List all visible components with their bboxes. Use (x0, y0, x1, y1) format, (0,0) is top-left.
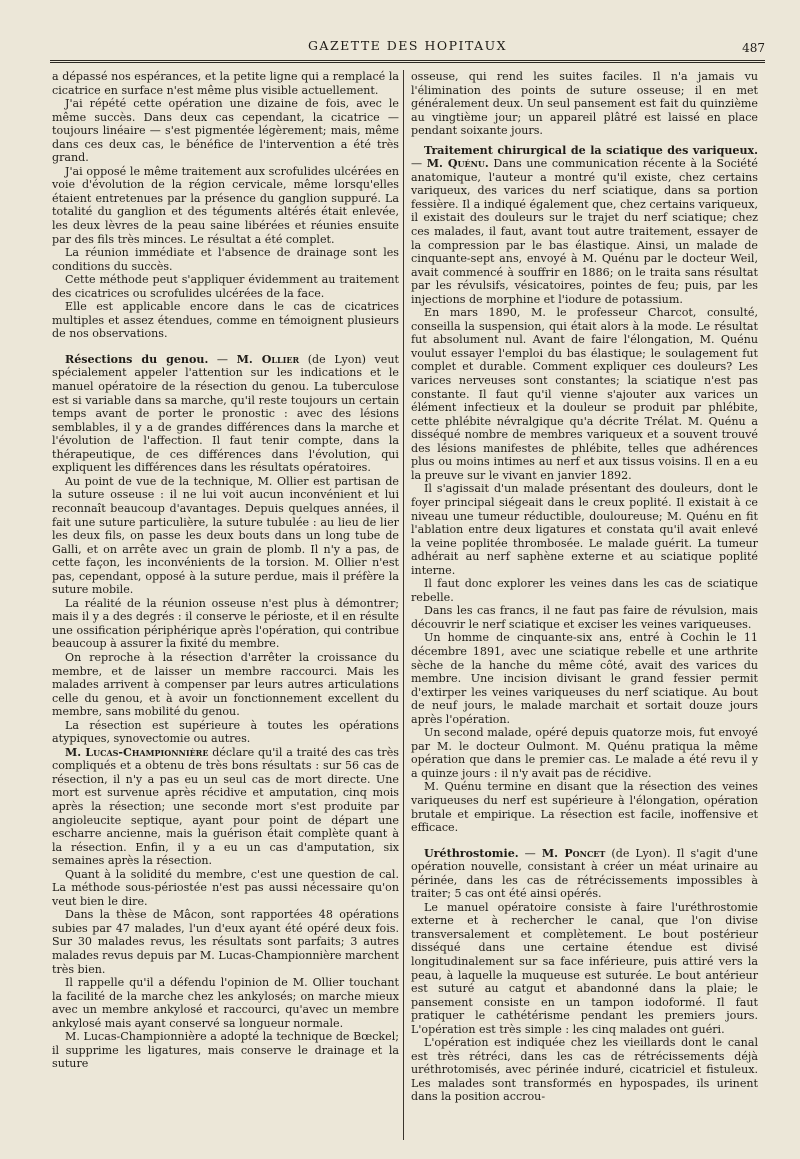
paragraph: Quant à la solidité du membre, c'est une question de cal. La méthode sous-périostée n'est pas aussi nécessaire qu'on veut bien le dire. (52, 867, 399, 908)
paragraph: M. Quénu termine en disant que la résection des veines variqueuses du nerf est supérieure à l'élongation, opération brutale et empirique. La résection est facile, inoffensive et efficace. (411, 780, 758, 835)
paragraph: Un homme de cinquante-six ans, entré à Cochin le 11 décembre 1891, avec une sciatique rebelle et une arthrite sèche de la hanche du même côté, avait des varices du membre. Une incision divisant le grand fessier permit d'extirper les veines variqueuses du nerf sciatique. Au bout de neuf jours, le malade marchait et sortait douze jours après l'opération. (411, 631, 758, 726)
paragraph: Dans les cas francs, il ne faut pas faire de révulsion, mais découvrir le nerf sciatique et exciser les veines variqueuses. (411, 604, 758, 631)
paragraph: On reproche à la résection d'arrêter la croissance du membre, et de laisser un membre raccourci. Mais les malades arrivent à compenser par leurs autres articulations celle du genou, et à avoir un fonctionnement excellent du membre, sans mobilité du genou. (52, 650, 399, 719)
page-header (50, 36, 765, 63)
paragraph: Dans la thèse de Mâcon, sont rapportées 48 opérations subies par 47 malades, l'un d'eux ayant été opéré deux fois. Sur 30 malades revus, les résultats sont parfaits; 3 autres malades revus depuis par M. Lucas-Championnière marchent très bien. (52, 908, 399, 976)
paragraph: La réalité de la réunion osseuse n'est plus à démontrer; mais il y a des degrés : il conserve le périoste, et il en résulte une ossification périphérique après l'opération, qui contribue beaucoup à assurer la fixité du membre. (52, 596, 399, 651)
right-column (411, 70, 758, 1104)
section-text: (de Lyon). Il s'agit d'une opération nouvelle, consistant à créer un méat urinaire au périnée, dans les cas de rétrécissements impossibles à traiter; 5 cas ont été ainsi opérés. (411, 846, 758, 901)
paragraph: Le manuel opératoire consiste à faire l'uréthrostomie externe et à rechercher le canal, que l'on divise transversalement et complètement. Le bout postérieur disséqué dans une certaine étendue est divisé longitudinalement sur sa face inférieure, puis attiré vers la peau, à laquelle la muqueuse est suturée. Le bout antérieur est suturé au catgut et abandonné dans la plaie; le pansement consiste en un tampon iodoformé. Il faut pratiquer le cathétérisme pendant les premiers jours. L'opération est très simple : les cinq malades ont guéri. (411, 900, 758, 1036)
paragraph-text: déclare qu'il a traité des cas très compliqués et a obtenu de très bons résultats : sur 56 cas de résection, il n'y a pas eu un seul cas de mort directe. Une mort est survenue après récidive et amputation, cinq mois après la résection; une seconde mort s'est produite par angioleucite septique, ayant pour point de départ une escharre ancienne, mais la guérison était complète quant à la résection. Enfin, il y a eu un cas d'amputation, six semaines après la résection. (52, 745, 399, 868)
paragraph: Il s'agissait d'un malade présentant des douleurs, dont le foyer principal siégeait dans le creux poplité. Il existait à ce niveau une tumeur réductible, douloureuse; M. Quénu en fit l'ablation entre deux ligatures et constata qu'il avait enlevé la veine poplitée thrombosée. Le malade guérit. La tumeur adhérait au nerf saphène externe et au sciatique poplité interne. (411, 482, 758, 577)
paragraph: L'opération est indiquée chez les vieillards dont le canal est très rétréci, dans les cas de rétrécissements déjà uréthrotomisés, avec périnée induré, cicatriciel et fistuleux. Les malades sont transformés en hypospades, ils urinent dans la position accrou- (411, 1036, 758, 1104)
paragraph: M. Lucas-Championnière a adopté la technique de Bœckel; il supprime les ligatures, mais conserve le drainage et la suture (52, 1030, 399, 1071)
section-title: Résections du genou. (65, 352, 209, 366)
column-divider (403, 70, 404, 1140)
running-title: GAZETTE DES HOPITAUX (307, 38, 508, 53)
section-author: M. Quénu. (426, 157, 489, 171)
section-text: Dans une communication récente à la Société anatomique, l'auteur a montré qu'il existe, chez certains variqueux, des varices du nerf sciatique, dans sa portion fessière. Il a indiqué également que, chez certains variqueux, il existait des douleurs sur le trajet du nerf sciatique; chez ces malades, il faut, avant tout autre traitement, essayer de la compression par le bas élastique. Ainsi, un malade de cinquante-sept ans, envoyé à M. Quénu par le docteur Weil, avait commencé à souffrir en 1886; on le traita sans résultat par les révulsifs, vésicatoires, pointes de feu; puis, par les injections de morphine et l'iodure de potassium. (411, 157, 758, 306)
paragraph: J'ai répété cette opération une dizaine de fois, avec le même succès. Dans deux cas cependant, la cicatrice — toujours linéaire — s'est pigmentée légèrement; mais, même dans ces deux cas, le bénéfice de l'intervention a été très grand. (52, 97, 399, 165)
section-author: M. Poncet (541, 846, 606, 860)
paragraph-lucas-championniere (52, 746, 399, 868)
paragraph: Elle est applicable encore dans le cas de cicatrices multiples et assez étendues, comme en témoignent plusieurs de nos observations. (52, 300, 399, 341)
paragraph: Il rappelle qu'il a défendu l'opinion de M. Ollier touchant la facilité de la marche chez les ankylosés; on marche mieux avec un membre ankylosé et raccourci, qu'avec un membre ankylosé mais ayant conservé sa longueur normale. (52, 976, 399, 1030)
paragraph: La résection est supérieure à toutes les opérations atypiques, synovectomie ou autres. (52, 718, 399, 746)
paragraph: En mars 1890, M. le professeur Charcot, consulté, conseilla la suspension, qui était alors à la mode. Le résultat fut absolument nul. Avant de faire l'élongation, M. Quénu voulut essayer l'emploi du bas élastique; le soulagement fut complet et durable. Comment expliquer ces douleurs? Les varices nerveuses sont constantes; la sciatique n'est pas constante. Il faut qu'il vienne s'ajouter aux varices un élément infectieux et la douleur se produit par phlébite, cette phlébite névralgique qu'a décrite Trélat. M. Quénu a disséqué nombre de membres variqueux et a souvent trouvé des lésions manifestes de phlébite, telles que adhérences plus ou moins intimes au nerf et aux tissus voisins. Il en a eu la preuve sur le vivant en janvier 1892. (411, 306, 758, 482)
section-text: (de Lyon) veut spécialement appeler l'attention sur les indications et le manuel opératoire de la résection du genou. La tuberculose est si variable dans sa marche, qu'il reste toujours un certain temps avant de porter le pronostic : avec des lésions semblables, il y a de grandes différences dans la marche et l'évolution de l'affection. Il faut tenir compte, dans la thérapeutique, de ces différences dans l'évolution, qui expliquent les différences dans les résultats opératoires. (52, 352, 399, 475)
paragraph: J'ai opposé le même traitement aux scrofulides ulcérées en voie d'évolution de la région cervicale, même lorsqu'elles étaient entretenues par la présence du ganglion suppuré. La totalité du ganglion et des téguments altérés était enlevée, les deux lèvres de la peau saine libérées et réunies ensuite par des fils très minces. Le résultat a été complet. (52, 164, 399, 246)
paragraph: Cette méthode peut s'appliquer évidemment au traitement des cicatrices ou scrofulides ulcérées de la face. (52, 273, 399, 300)
section-dash: — (411, 157, 427, 171)
paragraph: Au point de vue de la technique, M. Ollier est partisan de la suture osseuse : il ne lui voit aucun inconvénient et lui reconnaît beaucoup d'avantages. Depuis quelques années, il fait une suture particulière, la suture tubulée : au lieu de lier les deux fils, on passe les deux bouts dans un long tube de Galli, et on arrête avec un grain de plomb. Il n'y a pas, de cette façon, les inconvénients de la torsion. M. Ollier n'est pas, cependant, opposé à la suture perdue, mais il préfère la suture mobile. (52, 474, 399, 597)
speaker-name: M. Lucas-Championnière (65, 745, 209, 759)
section-title: Traitement chirurgical de la sciatique des variqueux. (424, 143, 758, 157)
section-knee-resection (52, 353, 399, 475)
section-title: Uréthrostomie. (424, 846, 519, 860)
section-sciatica (411, 144, 758, 307)
paragraph: Il faut donc explorer les veines dans les cas de sciatique rebelle. (411, 577, 758, 604)
left-column (52, 70, 399, 1071)
paragraph: a dépassé nos espérances, et la petite ligne qui a remplacé la cicatrice en surface n'est même plus visible actuellement. (52, 70, 399, 97)
paragraph: Un second malade, opéré depuis quatorze mois, fut envoyé par M. le docteur Oulmont. M. Quénu pratiqua la même opération que dans le premier cas. Le malade a été revu il y a quinze jours : il n'y avait pas de récidive. (411, 726, 758, 780)
section-author: M. Ollier (236, 352, 300, 366)
section-dash: — (518, 846, 542, 860)
paragraph: osseuse, qui rend les suites faciles. Il n'a jamais vu l'élimination des points de suture osseuse; il en met généralement deux. Un seul pansement est fait du quinzième au vingtième jour; un appareil plâtré est laissé en place pendant soixante jours. (411, 70, 758, 138)
section-dash: — (208, 352, 237, 366)
section-urethrostomy (411, 847, 758, 901)
paragraph: La réunion immédiate et l'absence de drainage sont les conditions du succès. (52, 246, 399, 273)
page-number: 487 (742, 41, 765, 55)
